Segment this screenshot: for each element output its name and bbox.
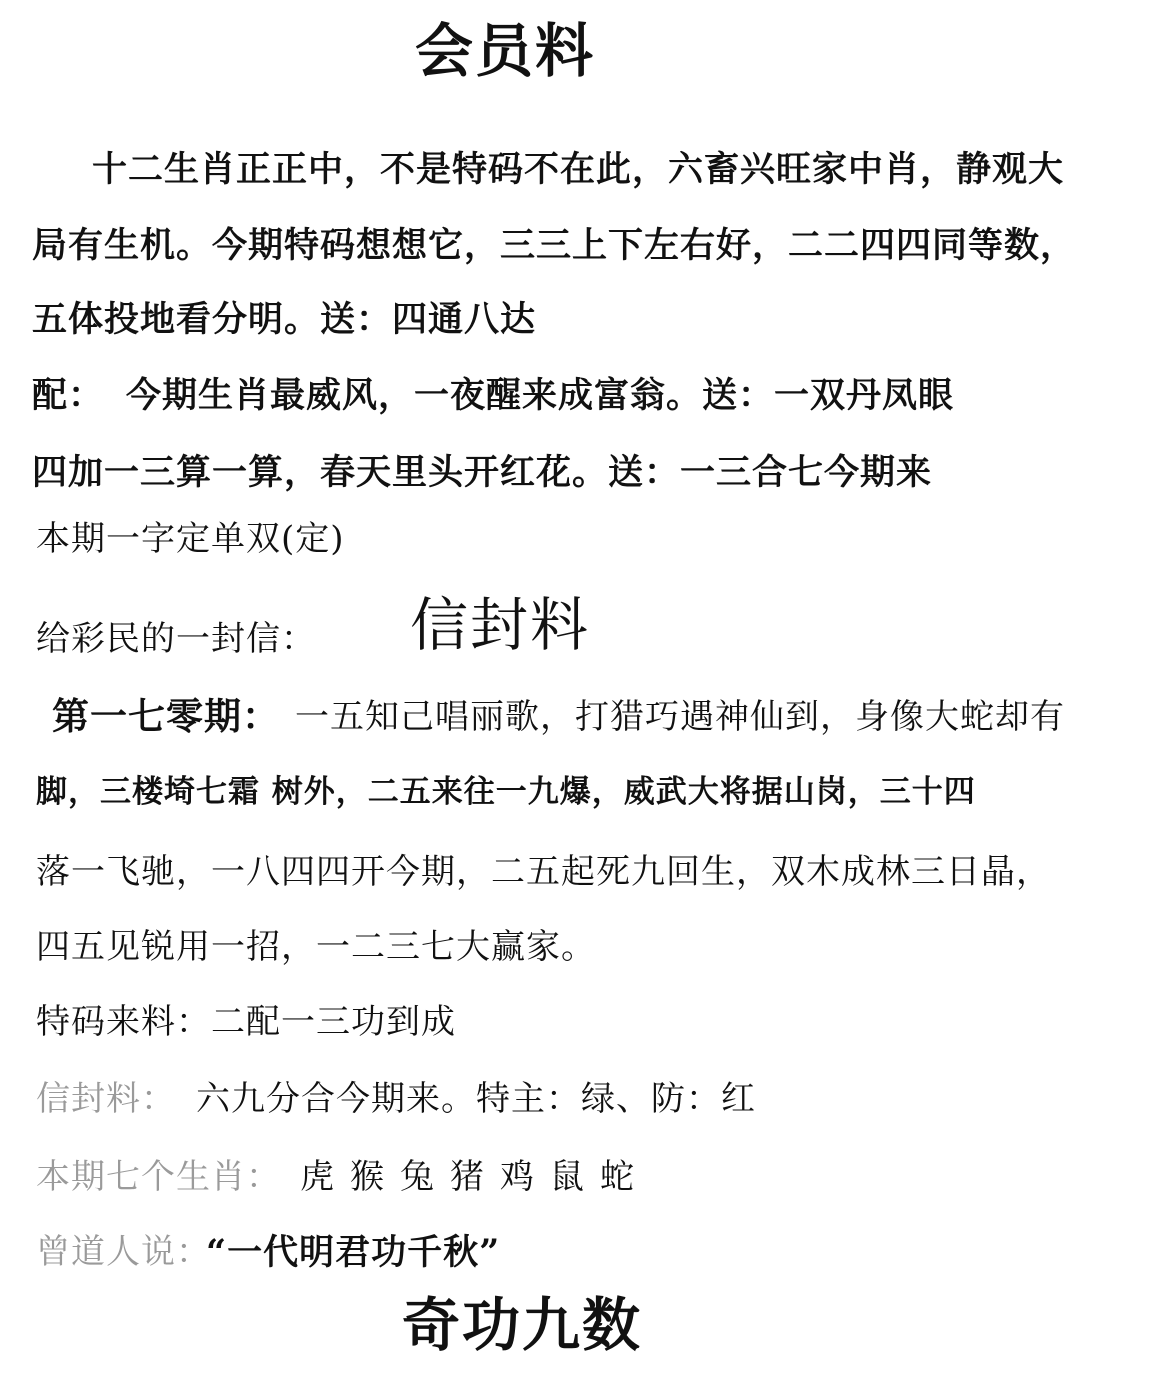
issue-text-line-3: 落一飞驰，一八四四开今期，二五起死九回生，双木成林三日晶， — [36, 852, 1051, 892]
member-text-line-3: 五体投地看分明。送：四通八达 — [32, 299, 537, 340]
issue-label: 第一七零期： — [52, 694, 280, 738]
zodiac-faded-label: 本期七个生肖： — [36, 1157, 281, 1197]
xinfeng-text-line: 六九分合今期来。特主：绿、防：红 — [196, 1079, 756, 1119]
say-text-line: “一代明君功千秋” — [206, 1232, 501, 1273]
envelope-section-title: 信封料 — [410, 591, 591, 659]
say-faded-label: 曾道人说： — [36, 1232, 211, 1272]
issue-text-line-1: 一五知己唱丽歌，打猎巧遇神仙到，身像大蛇却有 — [295, 697, 1065, 737]
tema-text-line: 特码来料：二配一三功到成 — [36, 1002, 456, 1042]
sijia-text-line: 四加一三算一算，春天里头开红花。送：一三合七今期来 — [32, 452, 933, 493]
letter-label: 给彩民的一封信： — [36, 619, 316, 659]
benqi-text-line: 本期一字定单双(定) — [36, 519, 345, 559]
issue-text-line-2: 脚，三楼埼七霜 树外，二五来往一九爆，威武大将据山岗，三十四 — [36, 774, 976, 810]
pei-text-line: 今期生肖最威风，一夜醒来成富翁。送：一双丹凤眼 — [126, 375, 955, 416]
bottom-section-title: 奇功九数 — [402, 1291, 643, 1359]
pei-label: 配： — [32, 375, 105, 416]
xinfeng-faded-label: 信封料： — [36, 1079, 176, 1119]
member-text-line-1: 十二生肖正正中，不是特码不在此，六畜兴旺家中肖，静观大 — [92, 149, 1065, 190]
member-text-line-2: 局有生机。今期特码想想它，三三上下左右好，二二四四同等数， — [32, 225, 1077, 266]
issue-text-line-4: 四五见锐用一招，一二三七大赢家。 — [36, 927, 596, 967]
member-section-title: 会员料 — [415, 17, 596, 85]
zodiac-text-line: 虎猴兔猪鸡鼠蛇 — [300, 1157, 650, 1197]
